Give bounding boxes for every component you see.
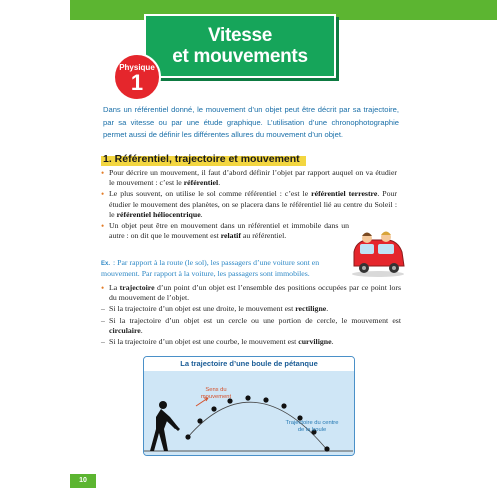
example-box bbox=[101, 258, 351, 279]
figure-body bbox=[144, 371, 354, 455]
car-illustration bbox=[348, 226, 408, 278]
label-trajectoire: Trajectoire du centre de la boule bbox=[285, 420, 339, 433]
bullet-referentiel-terrestre: • Le plus souvent, on utilise le sol comme référentiel : c’est le référentiel terrestre. Pour étudier le mouvement des planètes, on se placera dans le référentiel lié au centre du Soleil : le référentiel héliocentrique. bbox=[101, 189, 397, 220]
label-sens-mouvement: Sens du mouvement bbox=[200, 387, 232, 400]
chapter-title-line2: et mouvements bbox=[172, 46, 308, 67]
chapter-badge bbox=[113, 53, 161, 101]
badge-number: 1 bbox=[130, 69, 144, 95]
intro-paragraph: Dans un référentiel donné, le mouvement d’un objet peut être décrit par sa trajectoire, par sa vitesse ou par une étude graphique. L’utilisation d’une chronophotographie permet aussi de définir les différentes allures du mouvement d’un objet. bbox=[103, 105, 399, 140]
bullet-mouvement-relatif: • Un objet peut être en mouvement dans un référentiel et immobile dans un autre : on dit que le mouvement est relatif au référentiel. bbox=[101, 221, 349, 241]
chapter-title bbox=[144, 14, 336, 78]
player-silhouette bbox=[150, 401, 180, 451]
item-curviligne: – Si la trajectoire d’un objet est une courbe, le mouvement est curviligne. bbox=[101, 337, 401, 347]
bullet-trajectoire: • La trajectoire d’un point d’un objet est l’ensemble des positions occupées par ce point lors du mouvement de l’objet. bbox=[101, 283, 401, 303]
section-title: 1. Référentiel, trajectoire et mouvement bbox=[101, 152, 306, 166]
example-text: : Par rapport à la route (le sol), les passagers d’une voiture sont en mouvement. Par rapport à la voiture, les passagers sont immobiles. bbox=[101, 258, 320, 279]
page-number: 10 bbox=[70, 474, 96, 488]
petanque-figure bbox=[143, 356, 355, 456]
example-label: Ex. bbox=[101, 261, 111, 267]
petanque-drawing bbox=[144, 371, 353, 455]
chapter-title-line1: Vitesse bbox=[207, 25, 273, 46]
badge-label: Physique bbox=[119, 62, 155, 72]
figure-title: La trajectoire d’une boule de pétanque bbox=[144, 357, 354, 371]
bullet-referentiel: • Pour décrire un mouvement, il faut d’abord définir l’objet par rapport auquel on va étudier le mouvement : c’est le référentiel. bbox=[101, 168, 397, 188]
item-circulaire: – Si la trajectoire d’un objet est un cercle ou une portion de cercle, le mouvement est circulaire. bbox=[101, 316, 401, 336]
item-rectiligne: – Si la trajectoire d’un objet est une droite, le mouvement est rectiligne. bbox=[101, 304, 401, 314]
trajectoire-list bbox=[101, 283, 401, 348]
